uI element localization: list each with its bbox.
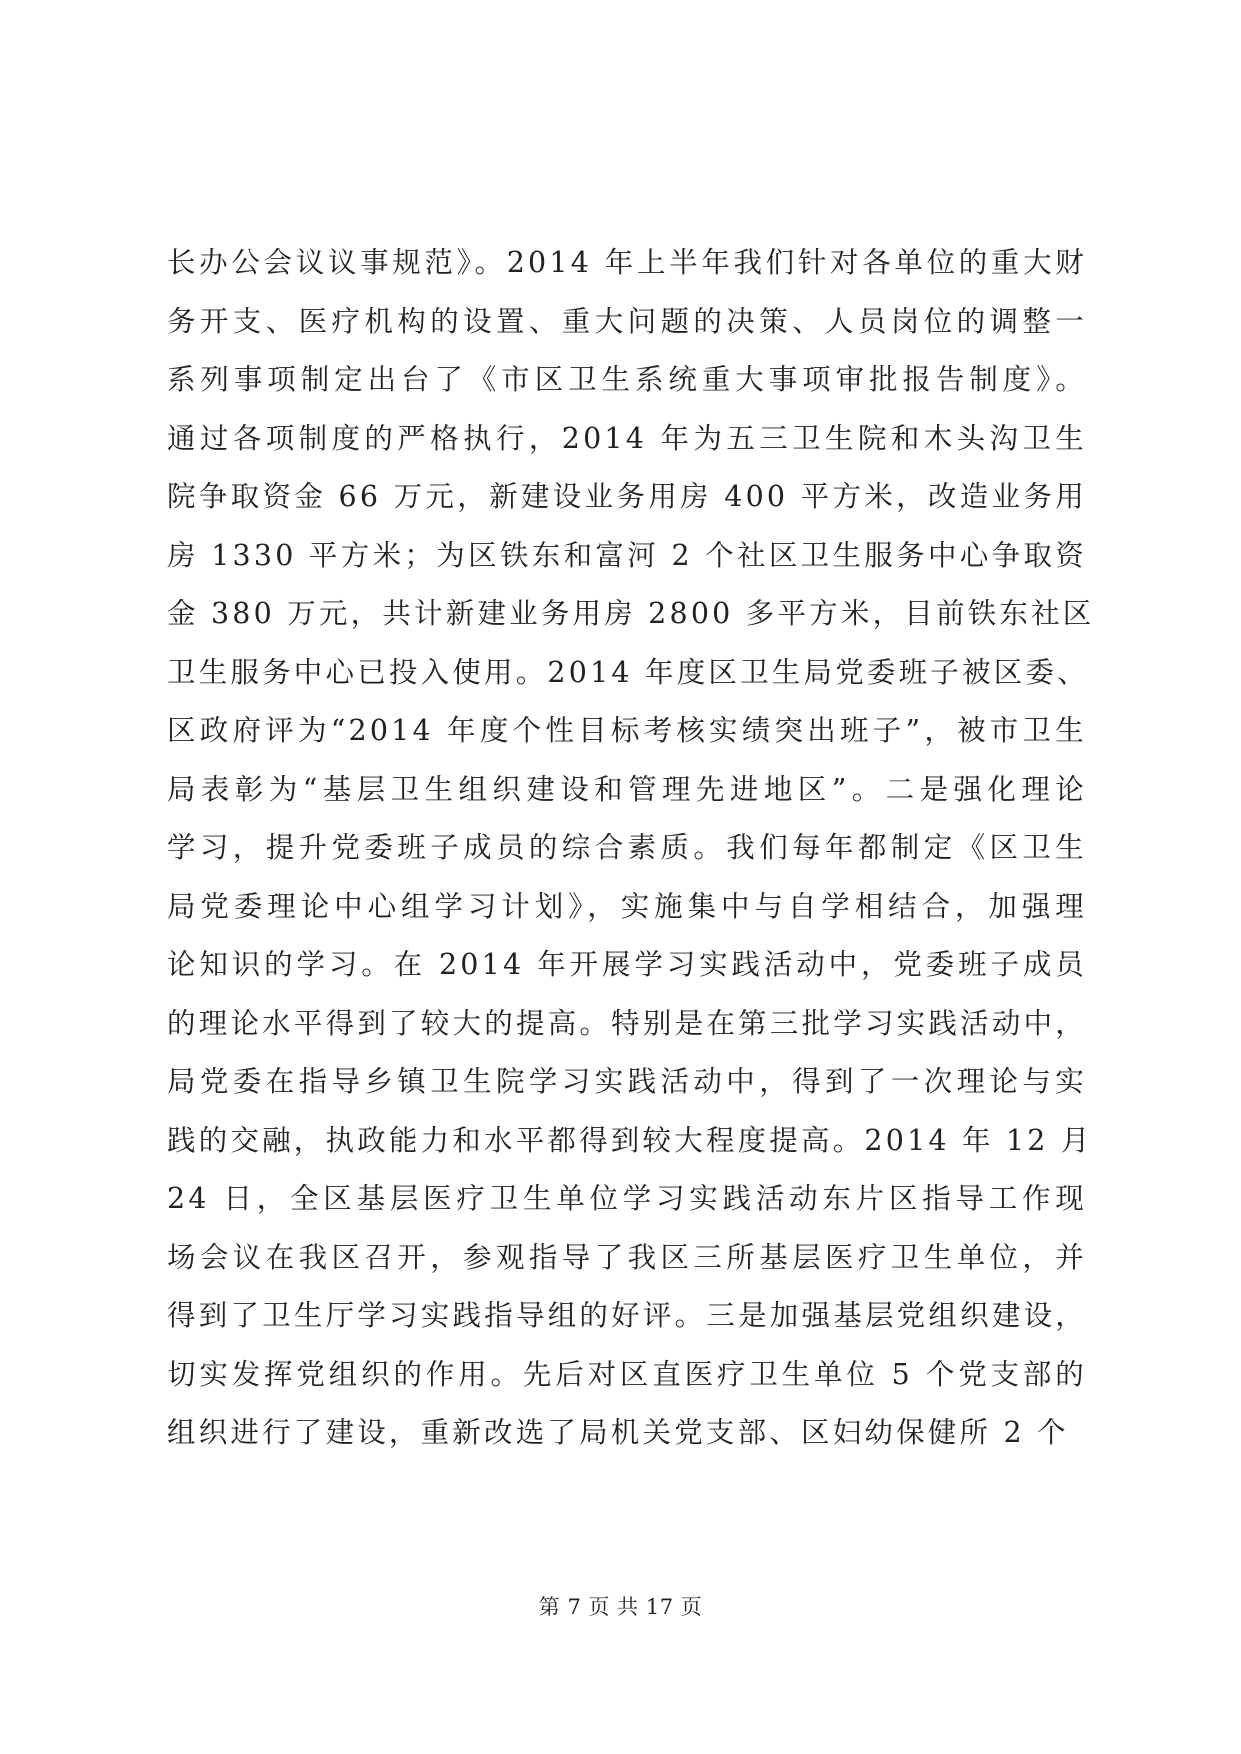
text-line-9: 区政府评为“2014 年度个性目标考核实绩突出班子”，被市卫生 bbox=[167, 714, 1087, 747]
text-line-20: 切实发挥党组织的作用。先后对区直医疗卫生单位 5 个党支部的 bbox=[167, 1357, 1087, 1391]
text-line-19: 得到了卫生厅学习实践指导组的好评。三是加强基层党组织建设， bbox=[167, 1299, 1087, 1332]
text-line-3: 系列事项制定出台了《市区卫生系统重大事项审批报告制度》。 bbox=[167, 363, 1087, 396]
text-line-16: 践的交融，执政能力和水平都得到较大程度提高。2014 年 12 月 bbox=[167, 1123, 1093, 1157]
text-line-15: 局党委在指导乡镇卫生院学习实践活动中，得到了一次理论与实 bbox=[167, 1065, 1087, 1098]
text-line-5: 院争取资金 66 万元，新建设业务用房 400 平方米，改造业务用 bbox=[167, 480, 1087, 513]
text-line-10: 局表彰为“基层卫生组织建设和管理先进地区”。二是强化理论 bbox=[167, 772, 1087, 806]
text-line-14: 的理论水平得到了较大的提高。特别是在第三批学习实践活动中， bbox=[167, 1006, 1087, 1040]
text-line-1: 长办公会议议事规范》。2014 年上半年我们针对各单位的重大财 bbox=[167, 246, 1087, 279]
text-line-11: 学习，提升党委班子成员的综合素质。我们每年都制定《区卫生 bbox=[167, 831, 1087, 864]
text-line-13: 论知识的学习。在 2014 年开展学习实践活动中，党委班子成员 bbox=[167, 948, 1087, 981]
text-line-4: 通过各项制度的严格执行，2014 年为五三卫生院和木头沟卫生 bbox=[167, 421, 1087, 455]
text-line-18: 场会议在我区召开，参观指导了我区三所基层医疗卫生单位，并 bbox=[167, 1240, 1087, 1274]
text-line-6: 房 1330 平方米；为区铁东和富河 2 个社区卫生服务中心争取资 bbox=[167, 538, 1087, 572]
text-line-12: 局党委理论中心组学习计划》，实施集中与自学相结合，加强理 bbox=[167, 889, 1087, 923]
text-line-21: 组织进行了建设，重新改选了局机关党支部、区妇幼保健所 2 个 bbox=[167, 1416, 1069, 1449]
text-line-7: 金 380 万元，共计新建业务用房 2800 多平方米，目前铁东社区 bbox=[167, 597, 1095, 630]
body-text bbox=[167, 234, 1095, 1463]
text-line-8: 卫生服务中心已投入使用。2014 年度区卫生局党委班子被区委、 bbox=[167, 655, 1089, 689]
text-line-17: 24 日，全区基层医疗卫生单位学习实践活动东片区指导工作现 bbox=[167, 1182, 1087, 1215]
page-number-footer: 第 7 页 共 17 页 bbox=[538, 1595, 703, 1619]
text-line-2: 务开支、医疗机构的设置、重大问题的决策、人员岗位的调整一 bbox=[167, 304, 1087, 338]
